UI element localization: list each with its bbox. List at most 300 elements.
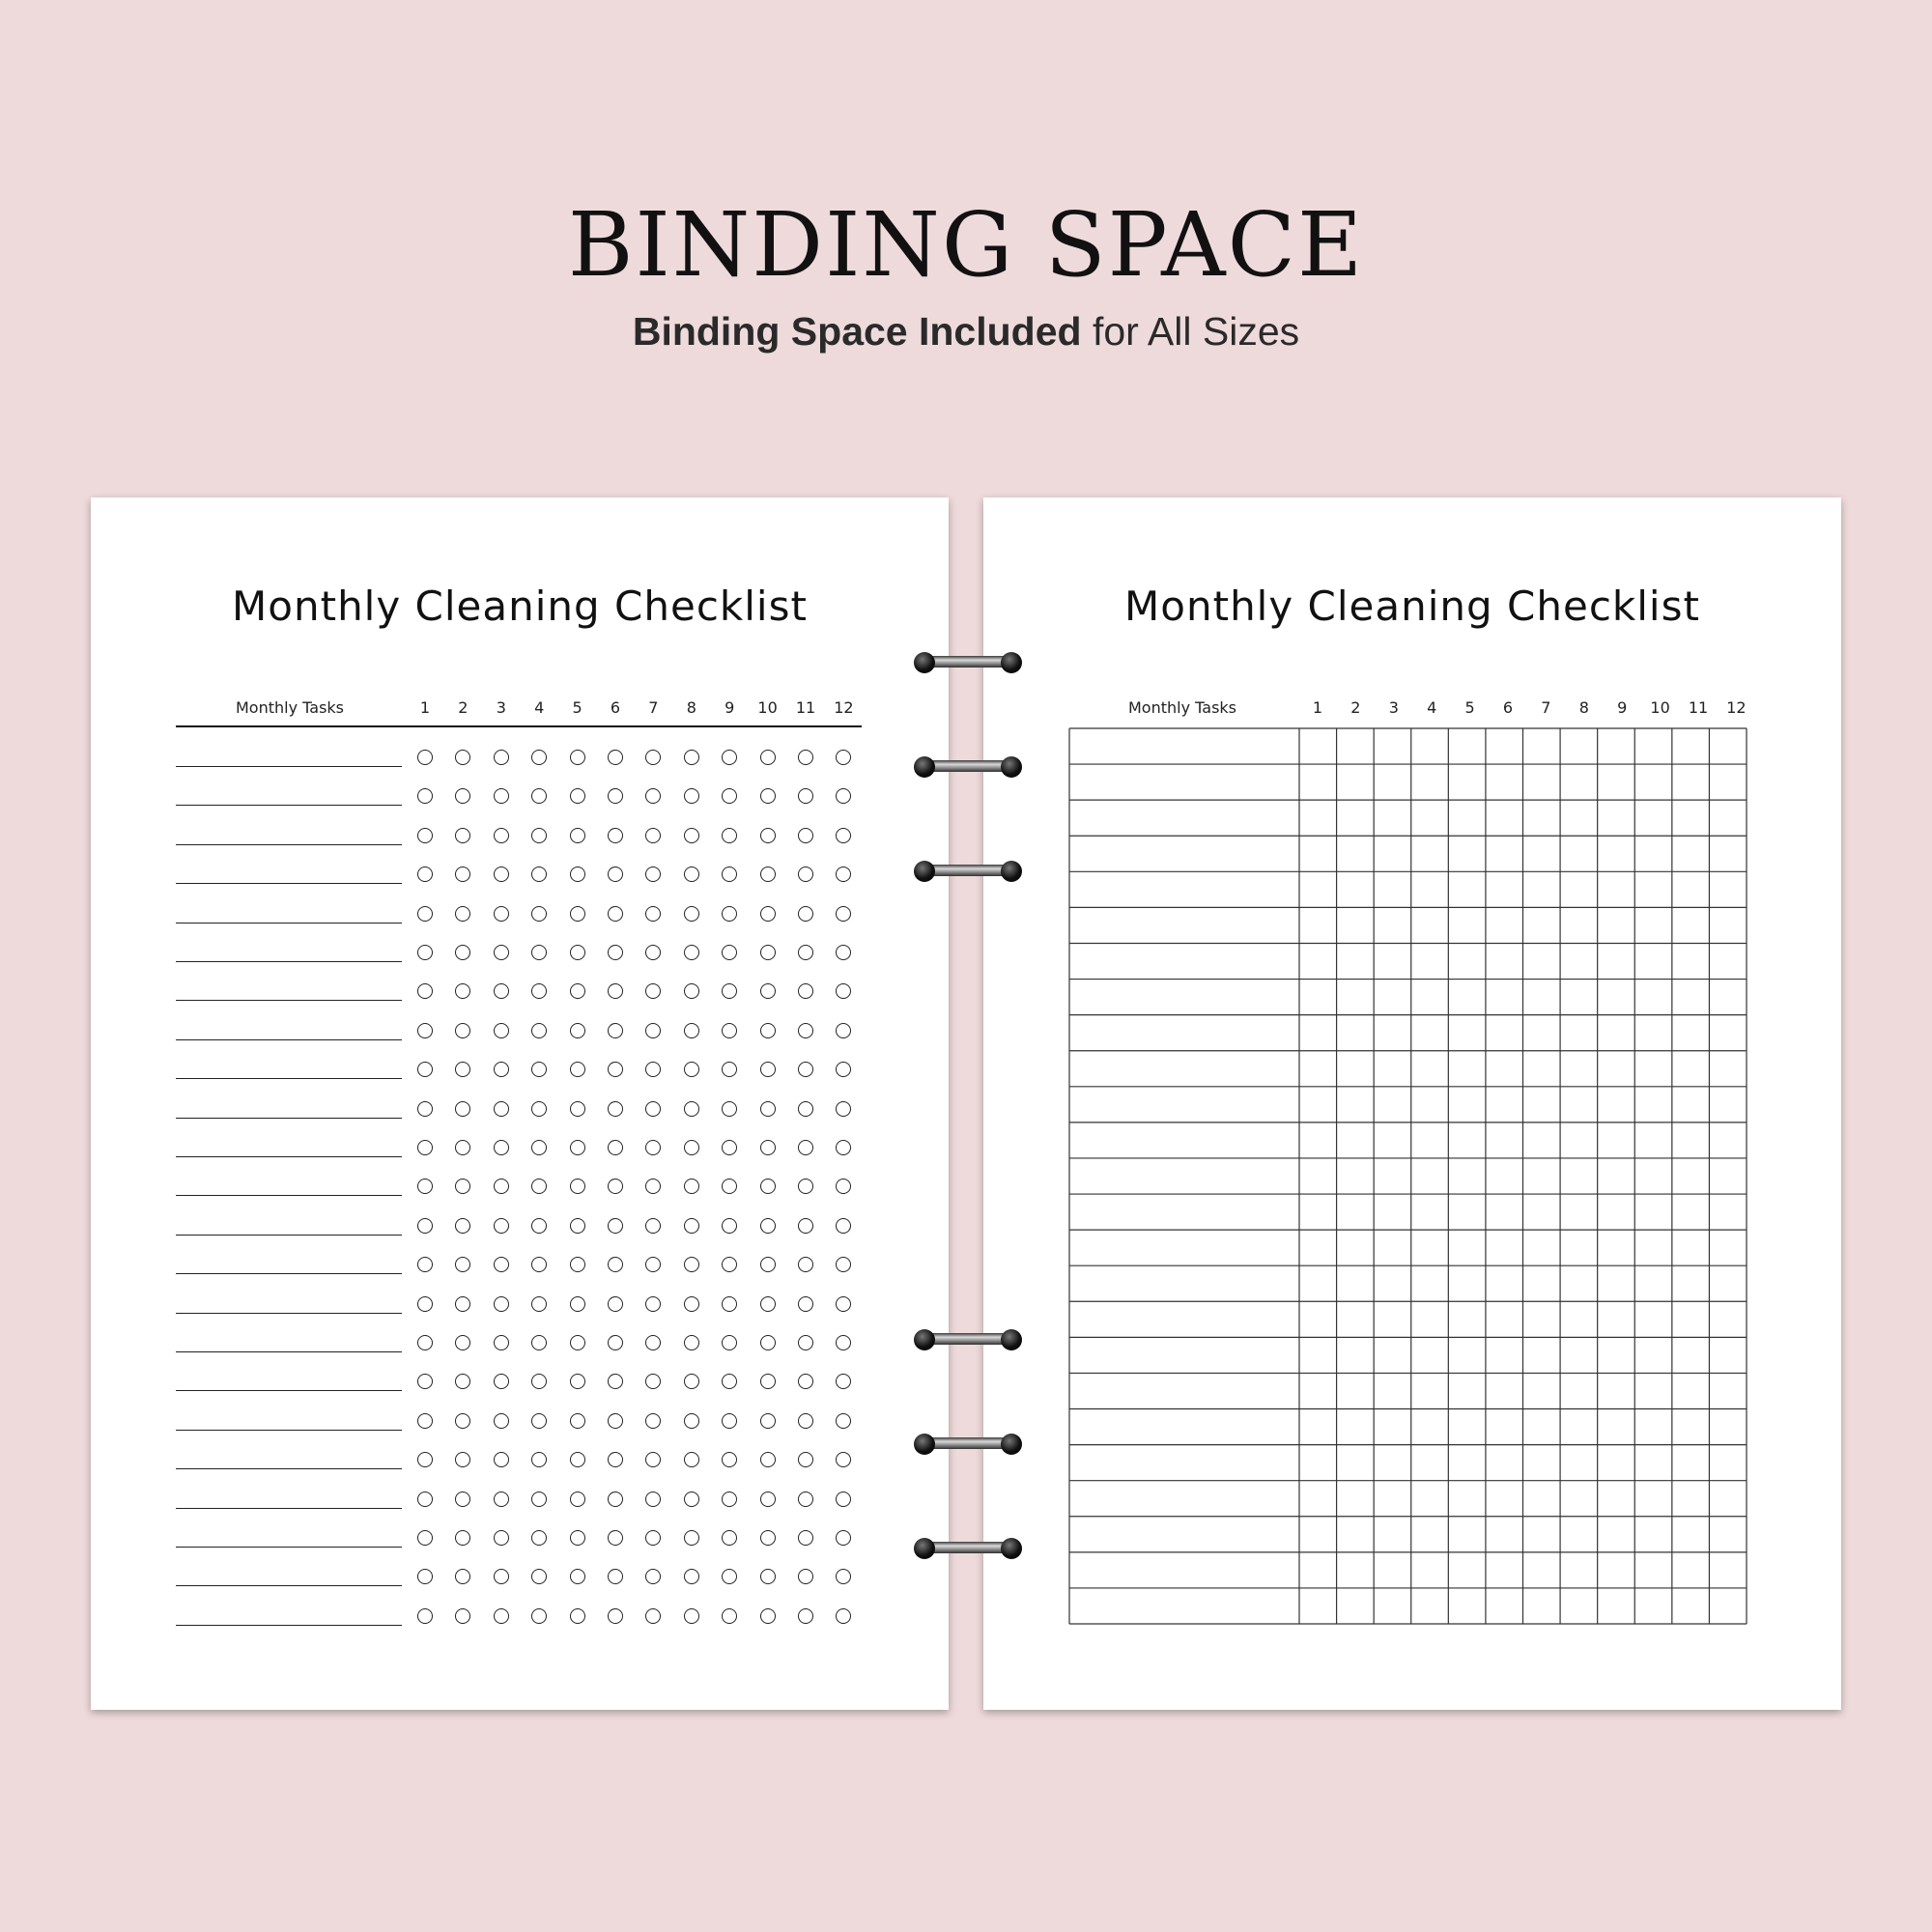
circle-checkbox[interactable] [645,1608,661,1624]
circle-checkbox[interactable] [570,828,585,843]
circle-checkbox[interactable] [684,867,699,882]
circle-checkbox[interactable] [760,1452,776,1467]
circle-checkbox[interactable] [570,1179,585,1194]
circle-checkbox[interactable] [836,1179,851,1194]
circle-checkbox[interactable] [836,1257,851,1272]
circle-checkbox[interactable] [645,1062,661,1077]
circle-checkbox[interactable] [836,1569,851,1584]
circle-checkbox[interactable] [608,1296,623,1312]
circle-checkbox[interactable] [570,906,585,922]
circle-checkbox[interactable] [417,867,433,882]
circle-checkbox[interactable] [494,1218,509,1234]
circle-checkbox[interactable] [455,1569,470,1584]
circle-checkbox[interactable] [417,1608,433,1624]
circle-checkbox[interactable] [684,788,699,804]
circle-checkbox[interactable] [684,1257,699,1272]
circle-checkbox[interactable] [494,1492,509,1507]
circle-checkbox[interactable] [798,1101,813,1117]
circle-checkbox[interactable] [531,906,547,922]
circle-checkbox[interactable] [836,1530,851,1546]
circle-checkbox[interactable] [684,1569,699,1584]
circle-checkbox[interactable] [531,1452,547,1467]
circle-checkbox[interactable] [494,1062,509,1077]
circle-checkbox[interactable] [570,945,585,960]
circle-checkbox[interactable] [570,1569,585,1584]
circle-checkbox[interactable] [417,1257,433,1272]
circle-checkbox[interactable] [722,1179,737,1194]
circle-checkbox[interactable] [608,1530,623,1546]
circle-checkbox[interactable] [608,983,623,999]
circle-checkbox[interactable] [608,1023,623,1038]
circle-checkbox[interactable] [645,1140,661,1155]
circle-checkbox[interactable] [760,750,776,765]
circle-checkbox[interactable] [645,1452,661,1467]
circle-checkbox[interactable] [570,1530,585,1546]
circle-checkbox[interactable] [608,1257,623,1272]
circle-checkbox[interactable] [570,1452,585,1467]
circle-checkbox[interactable] [798,1023,813,1038]
circle-checkbox[interactable] [836,1492,851,1507]
circle-checkbox[interactable] [760,1530,776,1546]
circle-checkbox[interactable] [836,867,851,882]
circle-checkbox[interactable] [531,1413,547,1429]
circle-checkbox[interactable] [836,1413,851,1429]
circle-checkbox[interactable] [494,906,509,922]
task-line[interactable] [176,1430,402,1431]
circle-checkbox[interactable] [417,1179,433,1194]
circle-checkbox[interactable] [570,1608,585,1624]
circle-checkbox[interactable] [836,1023,851,1038]
circle-checkbox[interactable] [417,1530,433,1546]
circle-checkbox[interactable] [760,1335,776,1350]
circle-checkbox[interactable] [531,1530,547,1546]
circle-checkbox[interactable] [455,1296,470,1312]
circle-checkbox[interactable] [645,906,661,922]
circle-checkbox[interactable] [722,867,737,882]
circle-checkbox[interactable] [570,1101,585,1117]
circle-checkbox[interactable] [836,1335,851,1350]
circle-checkbox[interactable] [531,1335,547,1350]
circle-checkbox[interactable] [645,1335,661,1350]
task-line[interactable] [176,1235,402,1236]
circle-checkbox[interactable] [836,1140,851,1155]
circle-checkbox[interactable] [455,1101,470,1117]
circle-checkbox[interactable] [494,867,509,882]
circle-checkbox[interactable] [798,788,813,804]
circle-checkbox[interactable] [722,750,737,765]
circle-checkbox[interactable] [760,1257,776,1272]
circle-checkbox[interactable] [684,828,699,843]
circle-checkbox[interactable] [684,1140,699,1155]
circle-checkbox[interactable] [798,906,813,922]
circle-checkbox[interactable] [455,945,470,960]
circle-checkbox[interactable] [760,1179,776,1194]
circle-checkbox[interactable] [494,1101,509,1117]
circle-checkbox[interactable] [531,867,547,882]
circle-checkbox[interactable] [608,945,623,960]
circle-checkbox[interactable] [684,983,699,999]
circle-checkbox[interactable] [722,1140,737,1155]
circle-checkbox[interactable] [608,1608,623,1624]
circle-checkbox[interactable] [645,1492,661,1507]
circle-checkbox[interactable] [494,828,509,843]
circle-checkbox[interactable] [455,828,470,843]
right-month-header-10: 10 [1650,698,1670,717]
circle-checkbox[interactable] [494,1374,509,1389]
circle-checkbox[interactable] [417,788,433,804]
circle-checkbox[interactable] [608,1140,623,1155]
circle-checkbox[interactable] [608,1413,623,1429]
circle-checkbox[interactable] [760,1374,776,1389]
circle-checkbox[interactable] [494,750,509,765]
circle-checkbox[interactable] [531,1608,547,1624]
circle-checkbox[interactable] [722,1492,737,1507]
circle-checkbox[interactable] [760,1608,776,1624]
circle-checkbox[interactable] [608,788,623,804]
task-line[interactable] [176,1078,402,1079]
task-line[interactable] [176,805,402,806]
circle-checkbox[interactable] [455,1452,470,1467]
circle-checkbox[interactable] [645,867,661,882]
circle-checkbox[interactable] [531,1179,547,1194]
task-line[interactable] [176,1351,402,1352]
circle-checkbox[interactable] [836,1608,851,1624]
circle-checkbox[interactable] [570,1062,585,1077]
circle-checkbox[interactable] [417,945,433,960]
circle-checkbox[interactable] [722,1374,737,1389]
task-line[interactable] [176,883,402,884]
circle-checkbox[interactable] [722,945,737,960]
circle-checkbox[interactable] [684,1608,699,1624]
circle-checkbox[interactable] [570,1335,585,1350]
circle-checkbox[interactable] [494,1335,509,1350]
circle-checkbox[interactable] [645,828,661,843]
circle-checkbox[interactable] [760,983,776,999]
circle-checkbox[interactable] [531,1492,547,1507]
circle-checkbox[interactable] [455,788,470,804]
circle-checkbox[interactable] [760,906,776,922]
circle-checkbox[interactable] [608,828,623,843]
circle-checkbox[interactable] [722,1569,737,1584]
circle-checkbox[interactable] [798,1296,813,1312]
circle-checkbox[interactable] [417,1569,433,1584]
circle-checkbox[interactable] [570,750,585,765]
circle-checkbox[interactable] [608,750,623,765]
circle-checkbox[interactable] [531,1062,547,1077]
circle-checkbox[interactable] [531,1101,547,1117]
circle-checkbox[interactable] [531,1257,547,1272]
circle-checkbox[interactable] [798,1530,813,1546]
task-line[interactable] [176,1039,402,1040]
circle-checkbox[interactable] [531,788,547,804]
circle-checkbox[interactable] [570,1257,585,1272]
circle-checkbox[interactable] [722,1101,737,1117]
circle-checkbox[interactable] [608,1335,623,1350]
circle-checkbox[interactable] [722,788,737,804]
circle-checkbox[interactable] [417,1062,433,1077]
circle-checkbox[interactable] [494,1257,509,1272]
circle-checkbox[interactable] [570,788,585,804]
circle-checkbox[interactable] [684,1218,699,1234]
circle-checkbox[interactable] [722,1062,737,1077]
circle-checkbox[interactable] [722,1452,737,1467]
circle-checkbox[interactable] [645,1179,661,1194]
circle-checkbox[interactable] [417,906,433,922]
circle-checkbox[interactable] [760,828,776,843]
circle-checkbox[interactable] [494,788,509,804]
circle-checkbox[interactable] [836,983,851,999]
circle-checkbox[interactable] [798,945,813,960]
circle-checkbox[interactable] [798,1413,813,1429]
circle-checkbox[interactable] [836,788,851,804]
circle-checkbox[interactable] [608,867,623,882]
circle-checkbox[interactable] [494,1569,509,1584]
circle-checkbox[interactable] [722,1296,737,1312]
circle-checkbox[interactable] [608,1492,623,1507]
circle-checkbox[interactable] [684,1530,699,1546]
circle-checkbox[interactable] [455,1492,470,1507]
circle-checkbox[interactable] [531,750,547,765]
circle-checkbox[interactable] [417,1413,433,1429]
circle-checkbox[interactable] [684,1374,699,1389]
circle-checkbox[interactable] [760,1296,776,1312]
circle-checkbox[interactable] [645,750,661,765]
circle-checkbox[interactable] [645,1569,661,1584]
circle-checkbox[interactable] [570,1023,585,1038]
circle-checkbox[interactable] [798,828,813,843]
circle-checkbox[interactable] [645,1023,661,1038]
circle-checkbox[interactable] [455,750,470,765]
task-line[interactable] [176,1390,402,1391]
circle-checkbox[interactable] [417,1492,433,1507]
circle-checkbox[interactable] [608,1374,623,1389]
circle-checkbox[interactable] [684,1452,699,1467]
circle-checkbox[interactable] [645,1218,661,1234]
circle-checkbox[interactable] [417,1452,433,1467]
circle-checkbox[interactable] [684,1062,699,1077]
task-line[interactable] [176,1625,402,1626]
circle-checkbox[interactable] [684,1492,699,1507]
circle-checkbox[interactable] [798,1374,813,1389]
circle-checkbox[interactable] [760,1023,776,1038]
circle-checkbox[interactable] [760,1101,776,1117]
circle-checkbox[interactable] [570,1296,585,1312]
circle-checkbox[interactable] [645,1413,661,1429]
circle-checkbox[interactable] [455,1374,470,1389]
task-line[interactable] [176,1156,402,1157]
circle-checkbox[interactable] [494,1452,509,1467]
circle-checkbox[interactable] [531,1023,547,1038]
circle-checkbox[interactable] [570,1218,585,1234]
circle-checkbox[interactable] [531,945,547,960]
circle-checkbox[interactable] [722,983,737,999]
circle-checkbox[interactable] [608,1569,623,1584]
circle-checkbox[interactable] [645,983,661,999]
circle-checkbox[interactable] [798,1492,813,1507]
circle-checkbox[interactable] [417,1140,433,1155]
circle-checkbox[interactable] [570,867,585,882]
circle-checkbox[interactable] [722,1023,737,1038]
task-line[interactable] [176,1508,402,1509]
task-line[interactable] [176,1195,402,1196]
left-header-rule [176,725,862,727]
circle-checkbox[interactable] [570,1140,585,1155]
circle-checkbox[interactable] [417,983,433,999]
circle-checkbox[interactable] [417,1218,433,1234]
circle-checkbox[interactable] [760,1140,776,1155]
circle-checkbox[interactable] [570,1374,585,1389]
circle-checkbox[interactable] [722,1413,737,1429]
circle-checkbox[interactable] [760,788,776,804]
circle-checkbox[interactable] [417,1296,433,1312]
circle-checkbox[interactable] [608,1218,623,1234]
circle-checkbox[interactable] [494,1179,509,1194]
circle-checkbox[interactable] [455,1608,470,1624]
circle-checkbox[interactable] [760,867,776,882]
task-line[interactable] [176,1118,402,1119]
task-line[interactable] [176,961,402,962]
circle-checkbox[interactable] [722,828,737,843]
circle-checkbox[interactable] [645,1374,661,1389]
circle-checkbox[interactable] [798,1608,813,1624]
circle-checkbox[interactable] [417,750,433,765]
circle-checkbox[interactable] [684,1101,699,1117]
circle-checkbox[interactable] [798,1335,813,1350]
circle-checkbox[interactable] [645,1101,661,1117]
circle-checkbox[interactable] [608,1452,623,1467]
circle-checkbox[interactable] [645,1530,661,1546]
task-line[interactable] [176,1585,402,1586]
circle-checkbox[interactable] [722,906,737,922]
circle-checkbox[interactable] [798,750,813,765]
circle-checkbox[interactable] [760,1569,776,1584]
circle-checkbox[interactable] [645,945,661,960]
circle-checkbox[interactable] [836,1374,851,1389]
circle-checkbox[interactable] [798,1062,813,1077]
circle-checkbox[interactable] [836,750,851,765]
circle-checkbox[interactable] [798,1452,813,1467]
circle-checkbox[interactable] [455,1413,470,1429]
circle-checkbox[interactable] [455,867,470,882]
circle-checkbox[interactable] [836,945,851,960]
circle-checkbox[interactable] [531,1218,547,1234]
circle-checkbox[interactable] [455,1140,470,1155]
circle-checkbox[interactable] [531,1374,547,1389]
circle-checkbox[interactable] [645,788,661,804]
circle-checkbox[interactable] [798,1140,813,1155]
circle-checkbox[interactable] [417,1023,433,1038]
task-line[interactable] [176,844,402,845]
circle-checkbox[interactable] [417,1335,433,1350]
circle-checkbox[interactable] [798,1257,813,1272]
circle-checkbox[interactable] [722,1257,737,1272]
circle-checkbox[interactable] [836,1101,851,1117]
circle-checkbox[interactable] [760,1218,776,1234]
circle-checkbox[interactable] [531,1140,547,1155]
circle-checkbox[interactable] [531,983,547,999]
circle-checkbox[interactable] [760,1062,776,1077]
circle-checkbox[interactable] [684,1023,699,1038]
circle-checkbox[interactable] [608,1101,623,1117]
circle-checkbox[interactable] [531,828,547,843]
circle-checkbox[interactable] [531,1296,547,1312]
circle-checkbox[interactable] [760,1413,776,1429]
circle-checkbox[interactable] [722,1530,737,1546]
circle-checkbox[interactable] [798,983,813,999]
task-line[interactable] [176,1273,402,1274]
circle-checkbox[interactable] [455,1179,470,1194]
circle-checkbox[interactable] [798,1569,813,1584]
circle-checkbox[interactable] [684,945,699,960]
task-line[interactable] [176,766,402,767]
circle-checkbox[interactable] [798,867,813,882]
circle-checkbox[interactable] [494,1413,509,1429]
circle-checkbox[interactable] [836,1062,851,1077]
circle-checkbox[interactable] [494,1296,509,1312]
circle-checkbox[interactable] [570,1413,585,1429]
circle-checkbox[interactable] [494,1608,509,1624]
circle-checkbox[interactable] [494,1140,509,1155]
circle-checkbox[interactable] [722,1218,737,1234]
circle-checkbox[interactable] [684,750,699,765]
task-line[interactable] [176,1468,402,1469]
circle-checkbox[interactable] [531,1569,547,1584]
circle-checkbox[interactable] [645,1257,661,1272]
circle-checkbox[interactable] [798,1179,813,1194]
circle-checkbox[interactable] [455,1023,470,1038]
circle-checkbox[interactable] [722,1608,737,1624]
circle-checkbox[interactable] [836,906,851,922]
circle-checkbox[interactable] [836,1218,851,1234]
circle-checkbox[interactable] [836,828,851,843]
circle-checkbox[interactable] [455,1257,470,1272]
task-line[interactable] [176,1313,402,1314]
circle-checkbox[interactable] [608,1179,623,1194]
circle-checkbox[interactable] [684,1296,699,1312]
circle-checkbox[interactable] [417,1101,433,1117]
task-line[interactable] [176,1000,402,1001]
circle-checkbox[interactable] [455,906,470,922]
circle-checkbox[interactable] [760,945,776,960]
circle-checkbox[interactable] [494,1530,509,1546]
circle-checkbox[interactable] [494,983,509,999]
circle-checkbox[interactable] [494,1023,509,1038]
circle-checkbox[interactable] [836,1452,851,1467]
circle-checkbox[interactable] [684,1413,699,1429]
circle-checkbox[interactable] [455,1062,470,1077]
circle-checkbox[interactable] [798,1218,813,1234]
circle-checkbox[interactable] [417,1374,433,1389]
circle-checkbox[interactable] [836,1296,851,1312]
circle-checkbox[interactable] [455,1530,470,1546]
circle-checkbox[interactable] [684,1335,699,1350]
circle-checkbox[interactable] [455,983,470,999]
circle-checkbox[interactable] [417,828,433,843]
circle-checkbox[interactable] [722,1335,737,1350]
circle-checkbox[interactable] [455,1218,470,1234]
task-line[interactable] [176,1547,402,1548]
circle-checkbox[interactable] [455,1335,470,1350]
circle-checkbox[interactable] [684,1179,699,1194]
circle-checkbox[interactable] [684,906,699,922]
circle-checkbox[interactable] [608,906,623,922]
circle-checkbox[interactable] [760,1492,776,1507]
circle-checkbox[interactable] [570,983,585,999]
circle-checkbox[interactable] [608,1062,623,1077]
circle-checkbox[interactable] [570,1492,585,1507]
circle-checkbox[interactable] [645,1296,661,1312]
circle-checkbox[interactable] [494,945,509,960]
